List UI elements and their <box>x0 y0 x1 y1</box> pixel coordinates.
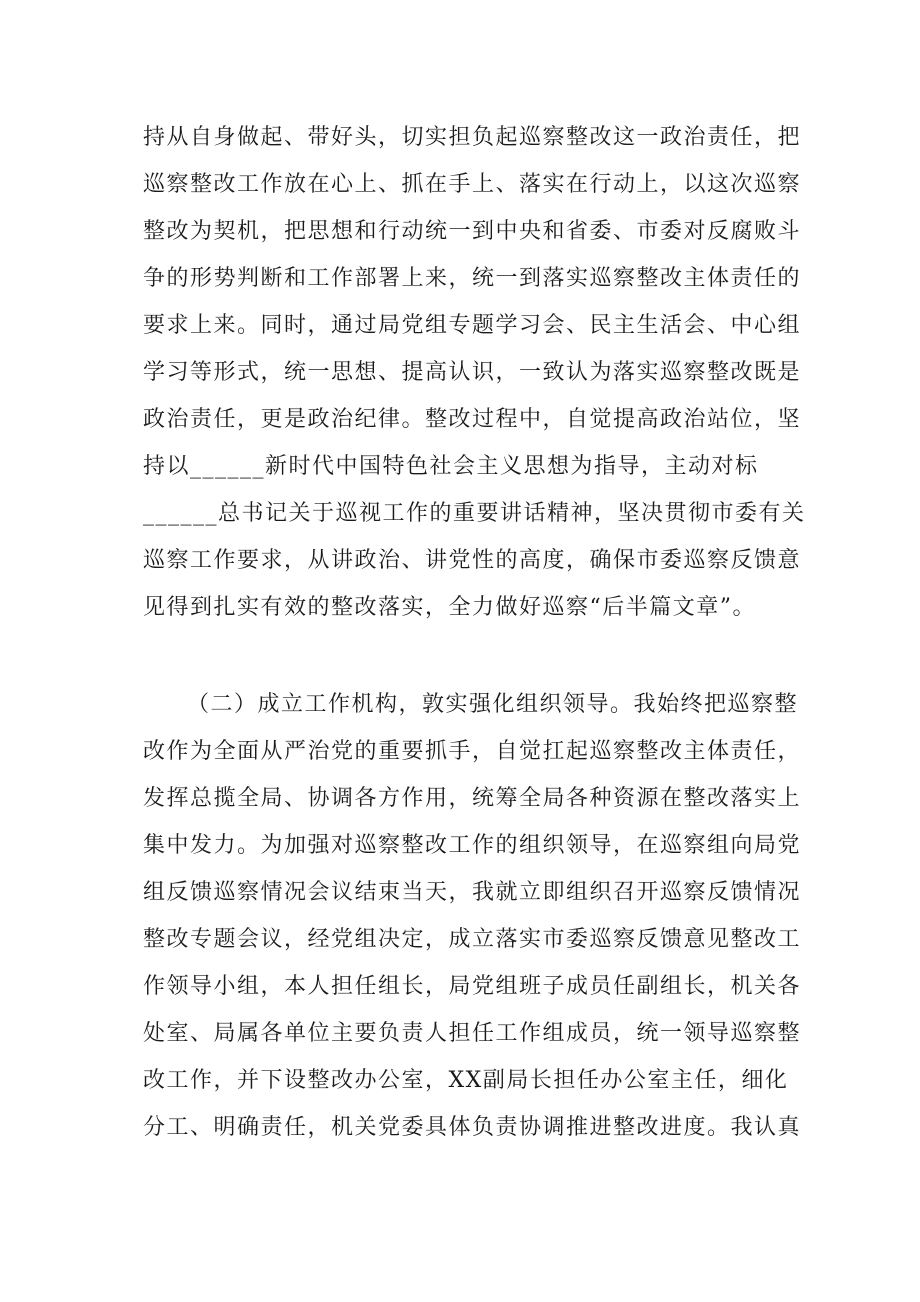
text-line: 争的形势判断和工作部署上来，统一到落实巡察整改主体责任的 <box>143 266 802 291</box>
text-line: 持以______新时代中国特色社会主义思想为指导，主动对标 <box>143 454 759 479</box>
section-heading-line: （二）成立工作机构，敦实强化组织领导。我始终把巡察整 <box>187 692 799 717</box>
text-line: 集中发力。为加强对巡察整改工作的组织领导，在巡察组向局党 <box>143 833 802 858</box>
text-line: 巡察整改工作放在心上、抓在手上、落实在行动上，以这次巡察 <box>143 172 802 197</box>
text-line: 组反馈巡察情况会议结束当天，我就立即组织召开巡察反馈情况 <box>143 880 802 905</box>
text-line: 政治责任，更是政治纪律。整改过程中，自觉提高政治站位，坚 <box>143 407 802 432</box>
text-line: 整改为契机，把思想和行动统一到中央和省委、市委对反腐败斗 <box>143 219 802 244</box>
text-line: 改工作，并下设整改办公室，XX副局长担任办公室主任，细化 <box>143 1068 789 1093</box>
text-line: 改作为全面从严治党的重要抓手，自觉扛起巡察整改主体责任， <box>143 739 802 764</box>
text-line: 持从自身做起、带好头，切实担负起巡察整改这一政治责任，把 <box>143 125 802 150</box>
text-line: 巡察工作要求，从讲政治、讲党性的高度，确保市委巡察反馈意 <box>143 548 802 573</box>
text-line: 整改专题会议，经党组决定，成立落实市委巡察反馈意见整改工 <box>143 927 802 952</box>
text-line: 作领导小组，本人担任组长，局党组班子成员任副组长，机关各 <box>143 974 802 999</box>
text-line: 要求上来。同时，通过局党组专题学习会、民主生活会、中心组 <box>143 313 802 338</box>
text-line: 处室、局属各单位主要负责人担任工作组成员，统一领导巡察整 <box>143 1021 802 1046</box>
text-line: 分工、明确责任，机关党委具体负责协调推进整改进度。我认真 <box>143 1115 802 1140</box>
text-line: 发挥总揽全局、协调各方作用，统筹全局各种资源在整改落实上 <box>143 786 802 811</box>
text-line: ______总书记关于巡视工作的重要讲话精神，坚决贯彻市委有关 <box>143 501 806 526</box>
text-line: 学习等形式，统一思想、提高认识，一致认为落实巡察整改既是 <box>143 360 802 385</box>
text-line: 见得到扎实有效的整改落实，全力做好巡察“后半篇文章”。 <box>143 595 756 620</box>
